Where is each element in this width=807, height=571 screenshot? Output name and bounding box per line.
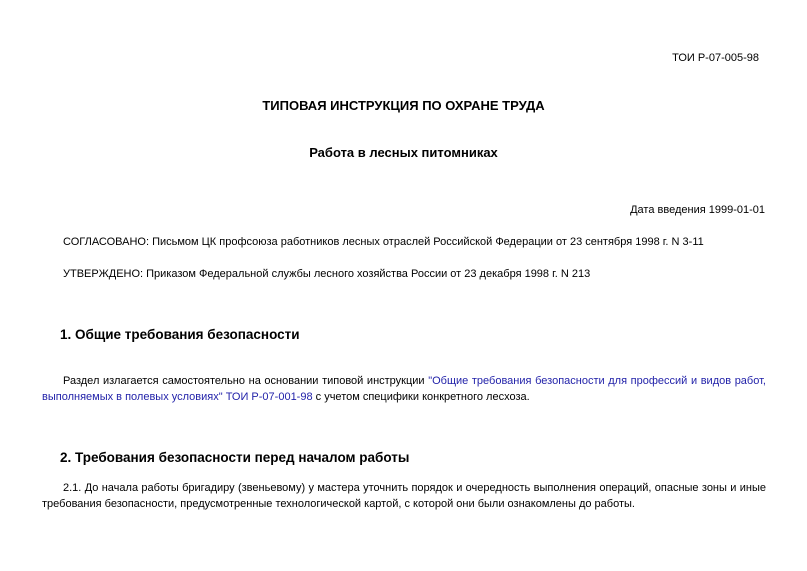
- section-paragraph-before-work: 2.1. До начала работы бригадиру (звеньевому) у мастера уточнить порядок и очередность выполнения операций, опасные зоны и иные требования безопасности, предусмотренные технологической картой, с которой они были ознакомлены до работы.: [42, 482, 766, 510]
- document-title: ТИПОВАЯ ИНСТРУКЦИЯ ПО ОХРАНЕ ТРУДА: [262, 98, 545, 113]
- document-code: ТОИ Р-07-005-98: [672, 52, 759, 64]
- intro-date: Дата введения 1999-01-01: [630, 204, 765, 216]
- agreed-statement: СОГЛАСОВАНО: Письмом ЦК профсоюза работников лесных отраслей Российской Федерации от 23 сентября 1998 г. N 3-11: [63, 236, 704, 248]
- paragraph-text: Раздел излагается самостоятельно на основании типовой инструкции: [63, 375, 429, 387]
- section-heading-general-requirements: 1. Общие требования безопасности: [60, 327, 300, 342]
- approved-statement: УТВЕРЖДЕНО: Приказом Федеральной службы лесного хозяйства России от 23 декабря 1998 г. N 213: [63, 268, 591, 280]
- section-heading-before-work: 2. Требования безопасности перед началом работы: [60, 450, 410, 465]
- document-subtitle: Работа в лесных питомниках: [309, 145, 498, 160]
- section-paragraph-general-requirements: [42, 373, 766, 405]
- reference-link[interactable]: "Общие требования безопасности для профессий и видов работ, выполняемых в полевых условиях" ТОИ Р-07-001-98: [42, 375, 766, 403]
- paragraph-text: с учетом специфики конкретного лесхоза.: [312, 391, 530, 403]
